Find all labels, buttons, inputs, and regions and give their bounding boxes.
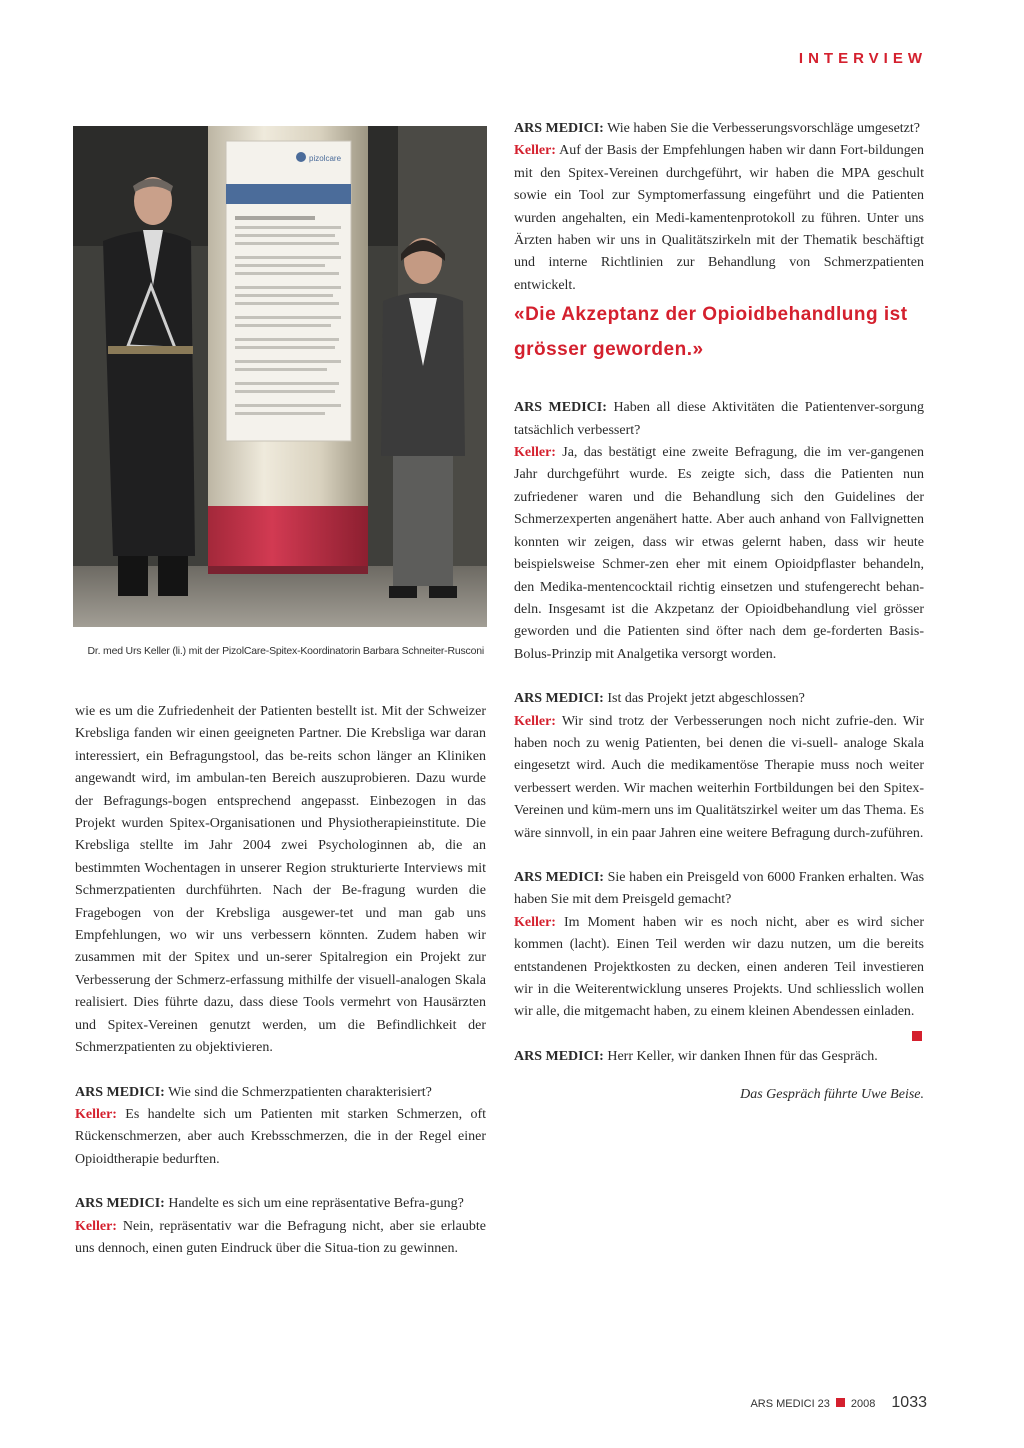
page-footer <box>750 1394 927 1412</box>
footer-square-icon <box>836 1398 845 1407</box>
interviewer-label: ARS MEDICI: <box>514 869 604 885</box>
photo-caption: Dr. med Urs Keller (li.) mit der PizolCare-Spitex-Koordinatorin Barbara Schneiter-Rusconi <box>87 645 484 657</box>
question-block <box>514 867 924 1024</box>
interviewer-label: ARS MEDICI: <box>514 400 607 416</box>
answer-text: Auf der Basis der Empfehlungen haben wir dann Fort-bildungen mit den Spitex-Vereinen durchgeführt, wir haben die MPA geschult sowie ein Tool zur Symptomerfassung eingeführt und die Patienten wurden angehalten, ein Medi-kamentenprotokoll zu führen. Unter uns Ärzten haben wir uns in Qualitätszirkeln mit der Thematik beschäftigt und interne Richtlinien zur Behandlung von Schmerzpatienten entwickelt. <box>514 143 924 293</box>
interviewer-label: ARS MEDICI: <box>75 1084 165 1100</box>
interviewee-label: Keller: <box>75 1106 117 1122</box>
left-column <box>75 701 486 1260</box>
closing-text: Herr Keller, wir danken Ihnen für das Gespräch. <box>607 1048 878 1064</box>
interviewee-label: Keller: <box>514 445 556 461</box>
interviewer-label: ARS MEDICI: <box>75 1196 165 1212</box>
interviewer-label: ARS MEDICI: <box>514 121 604 136</box>
answer-text: Ja, das bestätigt eine zweite Befragung, die im ver-gangenen Jahr durchgeführt wurde. Es zeigte sich, dass die Patienten nun zufriedener waren und die Behandlung sich den Guidelines der Schmerzexperten angenähert hatte. Aber auch anhand von Fallvignetten konnten wir zeigen, dass wir etwas gelernt haben, dass wir heute beispielsweise Schmer-zen eher mit einem Opioidpflaster behandeln, den Medika-mentencocktail richtig einsetzen und stufengerecht behan-deln. Insgesamt ist die Akzpetanz der Opioidbehandlung viel grösser geworden und die Patienten sind öfter nach dem ge-forderten Basis-Bolus-Prinzip mit Analgetika versorgt worden. <box>514 445 925 662</box>
question-text: Sie haben ein Preisgeld von 6000 Franken erhalten. Was haben Sie mit dem Preisgeld gemacht? <box>514 869 925 908</box>
question-text: Wie haben Sie die Verbesserungsvorschläge umgesetzt? <box>607 121 921 136</box>
interviewee-label: Keller: <box>514 143 556 159</box>
question-block <box>75 1082 486 1172</box>
answer-text: Wir sind trotz der Verbesserungen noch nicht zufrie-den. Wir haben noch zu wenig Patienten, bei denen die vi-suell- analoge Skala eingesetzt wird. Auch die medikamentöse Therapie muss noch weiter verbessert werden. Wir machen weiterhin Fortbildungen bei den Spitex-Vereinen und küm-mern uns im Qualitätszirkel weiter um das Thema. Es wäre sinnvoll, in ein paar Jahren eine weitere Befragung durch-zuführen. <box>514 713 925 841</box>
interviewer-label: ARS MEDICI: <box>514 691 604 707</box>
question-block <box>514 688 924 845</box>
closing-line <box>514 1046 924 1068</box>
answer-text: Es handelte sich um Patienten mit starken Schmerzen, oft Rückenschmerzen, aber auch Krebsschmerzen, die in der Regel einer Opioidtherapie bedurften. <box>75 1106 487 1167</box>
answer-text: Nein, repräsentativ war die Befragung nicht, aber sie erlaubte uns dennoch, einen guten Eindruck über die Situa-tion zu gewinnen. <box>75 1218 486 1256</box>
pull-quote: «Die Akzeptanz der Opioidbehandlung ist grösser geworden.» <box>514 304 908 361</box>
interview-credit: Das Gespräch führte Uwe Beise. <box>740 1087 924 1103</box>
question-block <box>75 1193 486 1260</box>
intro-paragraph: wie es um die Zufriedenheit der Patienten bestellt ist. Mit der Schweizer Krebsliga fanden wir einen geeigneten Partner. Die Krebsliga war daran interessiert, ein Befragungstool, das be-reits schon länger an Kliniken angewandt wird, im ambulan-ten Bereich auszuprobieren. Dazu wurde der Befragungs-bogen entsprechend angepasst. Einbezogen in das Projekt wurden Spitex-Organisationen und Physiotherapieinstitute. Die Krebsliga stellte im Jahr 2004 zwei Psychologinnen ab, die an bestimmten Wochentagen in unserer Region strukturierte Interviews mit Schmerzpatienten durchführten. Nach der Be-fragung wurden die Fragebogen von der Krebsliga ausgewer-tet und man gab uns Empfehlungen, wo wir uns verbessern könnten. Zudem haben wir zusammen mit der Spitex und un-serer Spitalregion ein Projekt zur Verbesserung der Schmerz-erfassung mithilfe der visuell-analogen Skala realisiert. Dies führte dazu, dass diese Tools vermehrt von Hausärzten und Spitex-Vereinen genutzt werden, um die Befindlichkeit der Schmerzpatienten zu objektivieren. <box>75 704 487 1056</box>
question-text: Haben all diese Aktivitäten die Patientenver-sorgung tatsächlich verbessert? <box>514 400 924 438</box>
journal-issue: ARS MEDICI 23 <box>750 1398 830 1410</box>
question-block <box>514 397 924 666</box>
interviewer-label: ARS MEDICI: <box>514 1048 604 1064</box>
interviewee-label: Keller: <box>514 713 556 729</box>
question-text: Wie sind die Schmerzpatienten charakterisiert? <box>168 1084 432 1100</box>
question-text: Ist das Projekt jetzt abgeschlossen? <box>607 691 805 707</box>
end-of-article-mark <box>912 1031 922 1041</box>
article-photo <box>73 126 487 627</box>
question-block <box>514 118 924 297</box>
right-column <box>514 118 924 1107</box>
answer-text: Im Moment haben wir es noch nicht, aber es wird sicher kommen (lacht). Einen Teil werden wir dazu nutzen, um die bereits entstandenen Projektkosten zu decken, einen anderen Teil investieren wir in die Weiterentwicklung unseres Projekts. Und schliesslich wollen wir alle, die mitgemacht haben, zu einem kleinen Abendessen einladen. <box>514 914 925 1020</box>
interviewee-label: Keller: <box>514 914 556 930</box>
section-header: INTERVIEW <box>798 50 927 67</box>
journal-year: 2008 <box>850 1398 876 1410</box>
question-text: Handelte es sich um eine repräsentative Befra-gung? <box>168 1196 464 1212</box>
page-number: 1033 <box>891 1394 927 1411</box>
interviewee-label: Keller: <box>75 1218 117 1234</box>
poster-logo: pizolcare <box>309 154 342 163</box>
